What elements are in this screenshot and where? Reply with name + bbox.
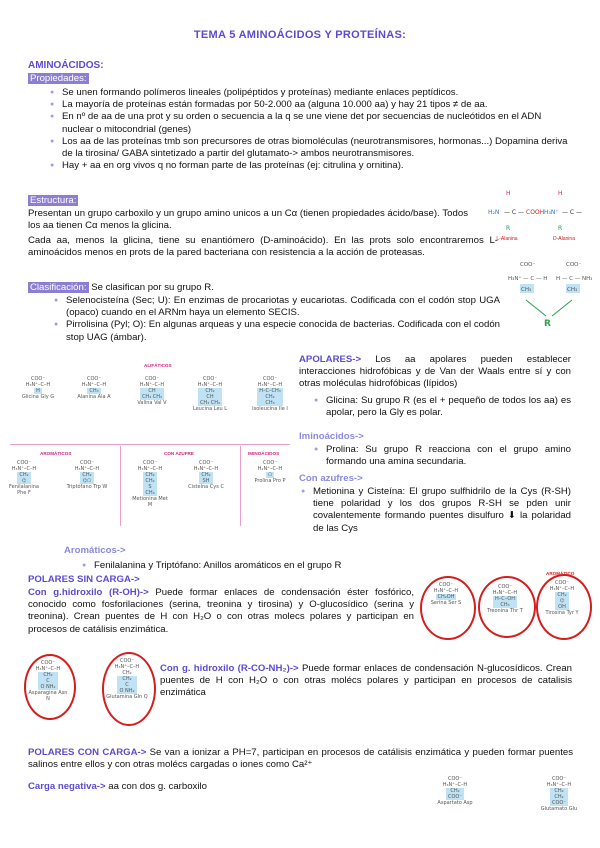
clasificacion-line: Clasificación: Se clasifican por su grupo R. <box>30 282 214 293</box>
propiedades-list <box>48 87 568 172</box>
molecule-ala: COO⁻ H₃N⁺–C–H CH₃ Alanina Ala A <box>77 376 111 400</box>
list-item: ● Fenilalanina y Triptófano: Anillos aromáticos en el grupo R <box>80 560 500 572</box>
svg-text:R: R <box>506 225 511 232</box>
molecule-thr: COO⁻ H₃N⁺–C–H H–C–OH CH₃ Treonina Thr T <box>487 584 523 614</box>
list-item: ● Metionina y Cisteína: El grupo sulfhidrilo de la Cys (R-SH) tiene polaridad y los dos grupos R-SH se pden unir covalentemente formando puentes disulfuro ⬇ la polaridad de las Cys <box>299 486 571 535</box>
list-item: ● La mayoría de proteínas están formadas por 50-2.000 aa (alguna 10.000 aa) y hay 21 tipos ≠ de aa. <box>48 99 568 111</box>
svg-text:CH₃: CH₃ <box>567 287 578 293</box>
figure-heading: CON AZUFRE <box>164 451 194 456</box>
figure-caption: D-Alanina <box>553 236 575 242</box>
molecule-tyr: COO⁻ H₃N⁺–C–H CH₂ ⌬ OH Tirosina Tyr Y <box>545 580 579 616</box>
svg-text:H₃N⁺ — C — H: H₃N⁺ — C — H <box>508 276 548 282</box>
carboxamida-text: Con g. hidroxilo (R-CO-NH₂)-> Puede formar enlaces de condensación N-glucosídicos. Crean puentes de H con H₂O o con otras molécs polares y participan en procesos de catalisis enzimática <box>160 663 572 699</box>
molecule-glu: COO⁻ H₃N⁺–C–H CH₂ CH₂ COO⁻ Glutamato Glu <box>540 776 578 812</box>
list-item: ● En nº de aa de una prot y su orden o secuencia a la q se une viene det por secuencias de nucleótidos en el ADN nuclear o mitocondrial (genes) <box>48 111 568 135</box>
r-label: R <box>544 319 551 329</box>
figure-caption: L-Alanina <box>496 236 518 242</box>
svg-text:COO⁻: COO⁻ <box>520 262 536 268</box>
list-item: ● Prolina: Su grupo R reacciona con el grupo amino formando una amina secundaria. <box>312 444 571 468</box>
estructura-p1: Presentan un grupo carboxilo y un grupo amino unicos a un Cα (tienen propiedades ácido/base). Todos los aa tienen Cα menos la glicina. <box>28 208 468 232</box>
svg-text:COOH: COOH <box>526 209 545 216</box>
enantiomer-diagram <box>508 258 592 330</box>
amino-acid-chart-figure <box>0 356 296 536</box>
aromaticos-label: Aromáticos-> <box>64 545 126 556</box>
polares-con-text: POLARES CON CARGA-> Se van a ionizar a PH=7, participan en procesos de catálisis enzimática y pueden formar puentes salinos entre ellos y con otras molécs cargadas o iones como Ca²⁺ <box>28 747 573 771</box>
apolares-list <box>312 395 571 419</box>
list-item: ● Se unen formando polímeros lineales (polipéptidos y proteínas) mediante enlaces peptídicos. <box>48 87 568 99</box>
alanine-forms-figure <box>486 188 586 248</box>
figure-heading: AROMÁTICOS <box>40 451 72 456</box>
list-item: ● Glicina: Su grupo R (es el + pequeño de todos los aa) es apolar, pero la Gly es polar. <box>312 395 571 419</box>
aromaticos-list <box>80 560 500 572</box>
svg-text:H: H <box>558 190 563 197</box>
molecule-val: COO⁻ H₃N⁺–C–H CH CH₃ CH₃ Valina Val V <box>137 376 167 406</box>
azufres-list <box>299 486 571 535</box>
figure-heading: IMINOÁCIDOS <box>248 451 280 456</box>
polares-sin-heading: POLARES SIN CARGA-> <box>28 574 140 585</box>
iminoacidos-label: Iminoácidos-> <box>299 431 364 442</box>
svg-text:H₂N: H₂N <box>488 209 500 216</box>
aromatico-tag: AROMÁTICO <box>546 571 575 576</box>
svg-text:H — C — NH₃: H — C — NH₃ <box>556 276 592 282</box>
molecule-cys: COO⁻ H₃N⁺–C–H CH₂ SH Cisteína Cys C <box>188 460 224 490</box>
svg-text:R: R <box>558 225 563 232</box>
list-item: ● Los aa de las proteínas tmb son precursores de otras biomoléculas (neurotransmisores, hormonas...) Dopamina deriva de la tirosina/ GABA sintetizado a partir del glutamato-> ambos neurotransmisores. <box>48 136 568 160</box>
propiedades-label: Propiedades: <box>30 73 87 84</box>
molecule-gly: COO⁻ H₃N⁺–C–H H Glicina Gly G <box>21 376 55 400</box>
molecule-asp: COO⁻ H₃N⁺–C–H CH₂ COO⁻ Aspartato Asp <box>437 776 473 806</box>
list-item: ● Pirrolisina (Pyl; O): En algunas arqueas y una especie conocida de bacterias. Codificada con el codón stop UAG (ámbar). <box>52 319 500 343</box>
molecule-pro: COO⁻ H₂N⁺–C–H ⬠ Prolina Pro P <box>254 460 286 484</box>
carga-negativa-line: Carga negativa-> aa con dos g. carboxilo <box>28 781 207 792</box>
hidroxilo-text: Con g.hidroxilo (R-OH)-> Puede formar enlaces de condensación éster fosfórico, conocido como fosforilaciones (serina, treonina y tirosina) y O-glucosídico (serina y treonina). Crean puentes de H con H₂O o con otras molecs polares y participan en procesos de catálisis enzimática. <box>28 587 414 635</box>
molecule-leu: COO⁻ H₃N⁺–C–H CH₂ CH CH₃ CH₃ Leucina Leu L <box>192 376 228 412</box>
list-item: ● Hay + aa en org vivos q no forman parte de las proteínas (ej: citrulina y ornitina). <box>48 160 568 172</box>
svg-text:COO⁻: COO⁻ <box>566 262 582 268</box>
molecule-met: COO⁻ H₃N⁺–C–H CH₂ CH₂ S CH₃ Metionina Met M <box>132 460 168 508</box>
divider <box>10 444 290 445</box>
section-heading-aminoacidos: AMINOÁCIDOS: <box>28 60 104 71</box>
molecule-asn: COO⁻ H₃N⁺–C–H CH₂ C O NH₂ Asparagina Asn N <box>28 660 68 702</box>
svg-text:— C —: — C — <box>562 209 583 216</box>
svg-text:— C —: — C — <box>504 209 525 216</box>
svg-text:H₃N⁺: H₃N⁺ <box>544 209 559 216</box>
molecule-trp: COO⁻ H₃N⁺–C–H CH₂ ⌬⬠ Triptófano Trp W <box>66 460 108 490</box>
svg-text:H: H <box>506 190 511 197</box>
svg-text:CH₃: CH₃ <box>521 287 532 293</box>
iminoacidos-list <box>312 444 571 468</box>
list-item: ● Selenocisteína (Sec; U): En enzimas de procariotas y eucariotas. Codificada con el codón stop UGA (opaco) cuando en el ARNm haya un elemento SECIS. <box>52 295 500 319</box>
molecule-ile: COO⁻ H₃N⁺–C–H H–C–CH₃ CH₂ CH₃ Isoleucina Ile I <box>252 376 288 412</box>
molecule-ser: COO⁻ H₃N⁺–C–H CH₂OH Serina Ser S <box>430 582 462 606</box>
estructura-p2: Cada aa, menos la glicina, tiene su enantiómero (D-aminoácido). En las prots solo encontraremos L-aminoácidos menos en prots de la pared bacteriana con resistencia a la acción de proteasas. <box>28 235 498 259</box>
azufres-label: Con azufres-> <box>299 473 363 484</box>
molecule-gln: COO⁻ H₃N⁺–C–H CH₂ CH₂ C O NH₂ Glutamina Gln Q <box>106 658 148 700</box>
enantiomer-figure <box>508 258 592 330</box>
figure-heading: ALIFÁTICOS <box>144 363 172 368</box>
clasificacion-list <box>52 295 500 344</box>
molecule-phe: COO⁻ H₃N⁺–C–H CH₂ ⌬ Fenilalanina Phe F <box>9 460 39 496</box>
divider <box>120 446 121 526</box>
estructura-label: Estructura: <box>30 195 77 206</box>
page-title: TEMA 5 AMINOÁCIDOS Y PROTEÍNAS: <box>193 29 407 41</box>
apolares-text: APOLARES-> Los aa apolares pueden establecer interacciones hidrofóbicas y de Van der Waals entre sí y con otras moléculas hidrofóbicas (lípidos) <box>299 354 571 390</box>
divider <box>240 446 241 526</box>
